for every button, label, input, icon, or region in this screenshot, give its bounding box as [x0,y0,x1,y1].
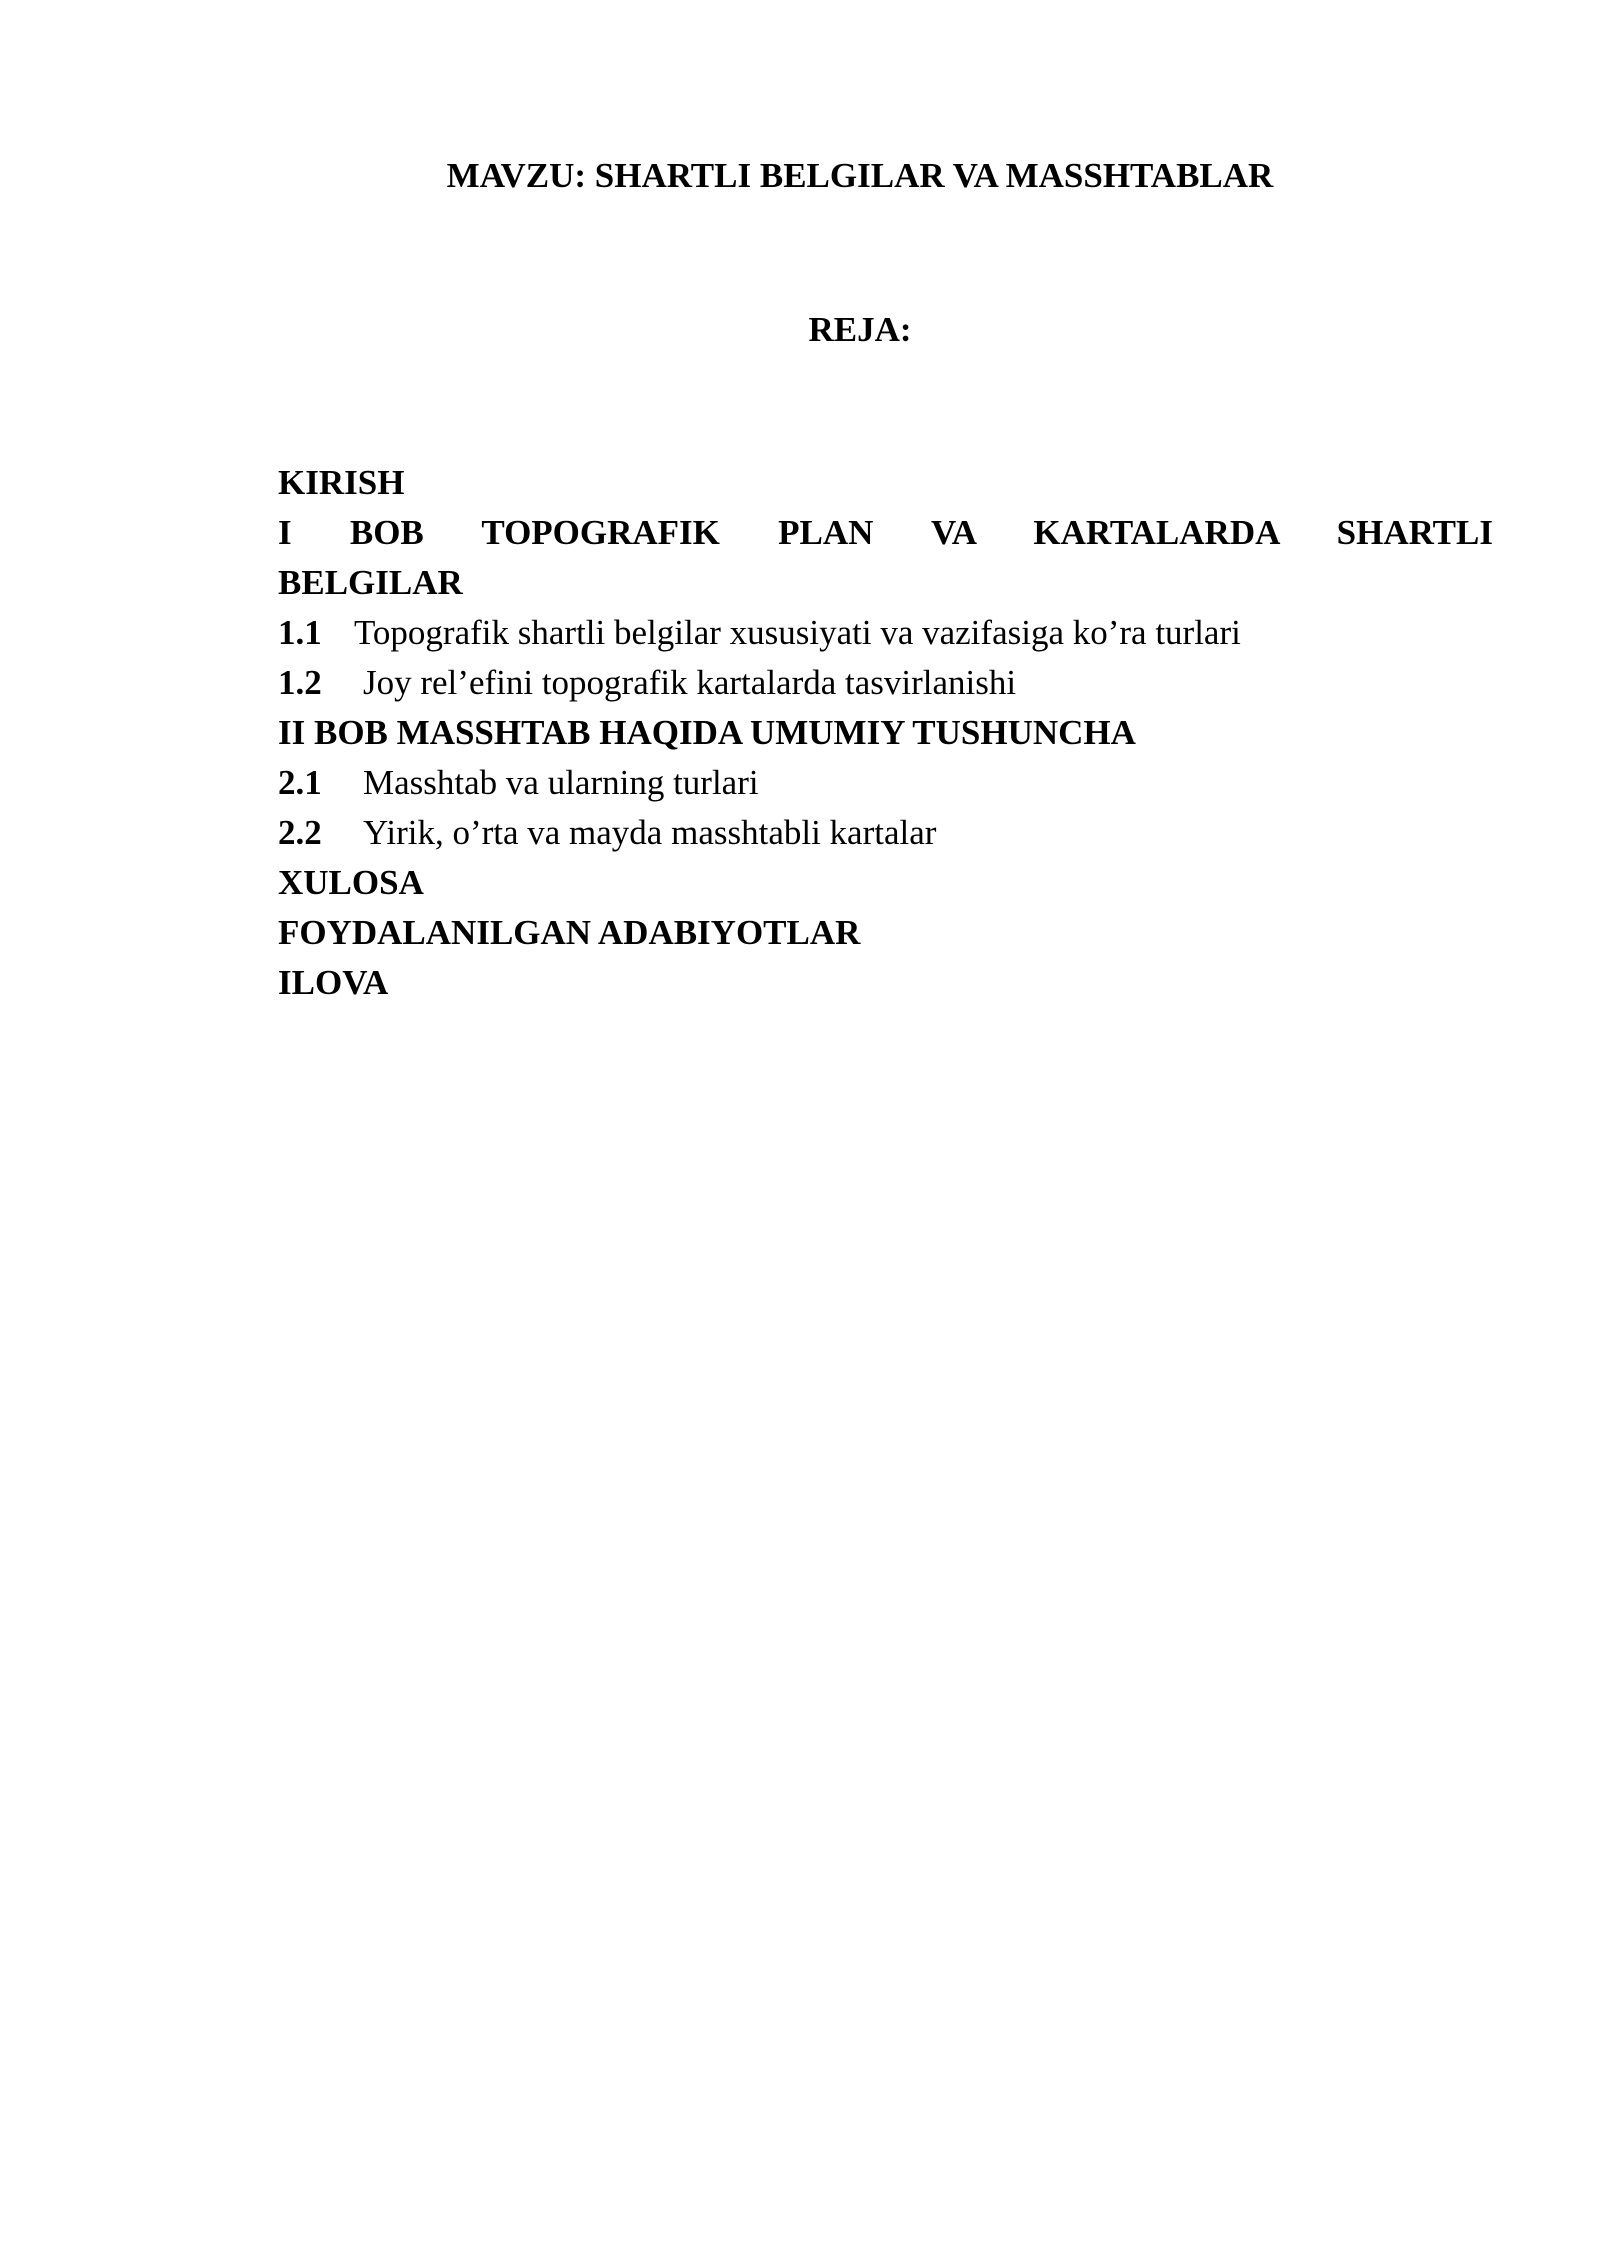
section-title: Yirik, o’rta va mayda masshtabli kartalar [363,813,937,852]
toc-section-2-1 [278,758,1493,808]
section-number: 2.1 [278,763,322,802]
toc-chapter-1-line-2: BELGILAR [278,563,463,602]
toc-intro: KIRISH [278,463,405,502]
section-number: 2.2 [278,813,322,852]
toc-section-1-1 [278,608,1493,658]
table-of-contents [278,458,1493,1008]
toc-chapter-2: II BOB MASSHTAB HAQIDA UMUMIY TUSHUNCHA [278,713,1136,752]
toc-section-1-2 [278,658,1493,708]
section-title: Joy rel’efini topografik kartalarda tasvirlanishi [363,663,1017,702]
toc-section-2-2 [278,808,1493,858]
toc-references: FOYDALANILGAN ADABIYOTLAR [278,913,861,952]
plan-heading: REJA: [808,310,912,349]
toc-conclusion: XULOSA [278,863,424,902]
document-title: MAVZU: SHARTLI BELGILAR VA MASSHTABLAR [446,156,1274,195]
toc-appendix: ILOVA [278,963,389,1002]
section-title: Topografik shartli belgilar xususiyati va vazifasiga ko’ra turlari [354,613,1241,652]
section-number: 1.1 [278,613,322,652]
section-title: Masshtab va ularning turlari [363,763,759,802]
toc-chapter-1-line-1: I BOB TOPOGRAFIK PLAN VA KARTALARDA SHARTLI [278,513,1493,552]
section-number: 1.2 [278,663,322,702]
